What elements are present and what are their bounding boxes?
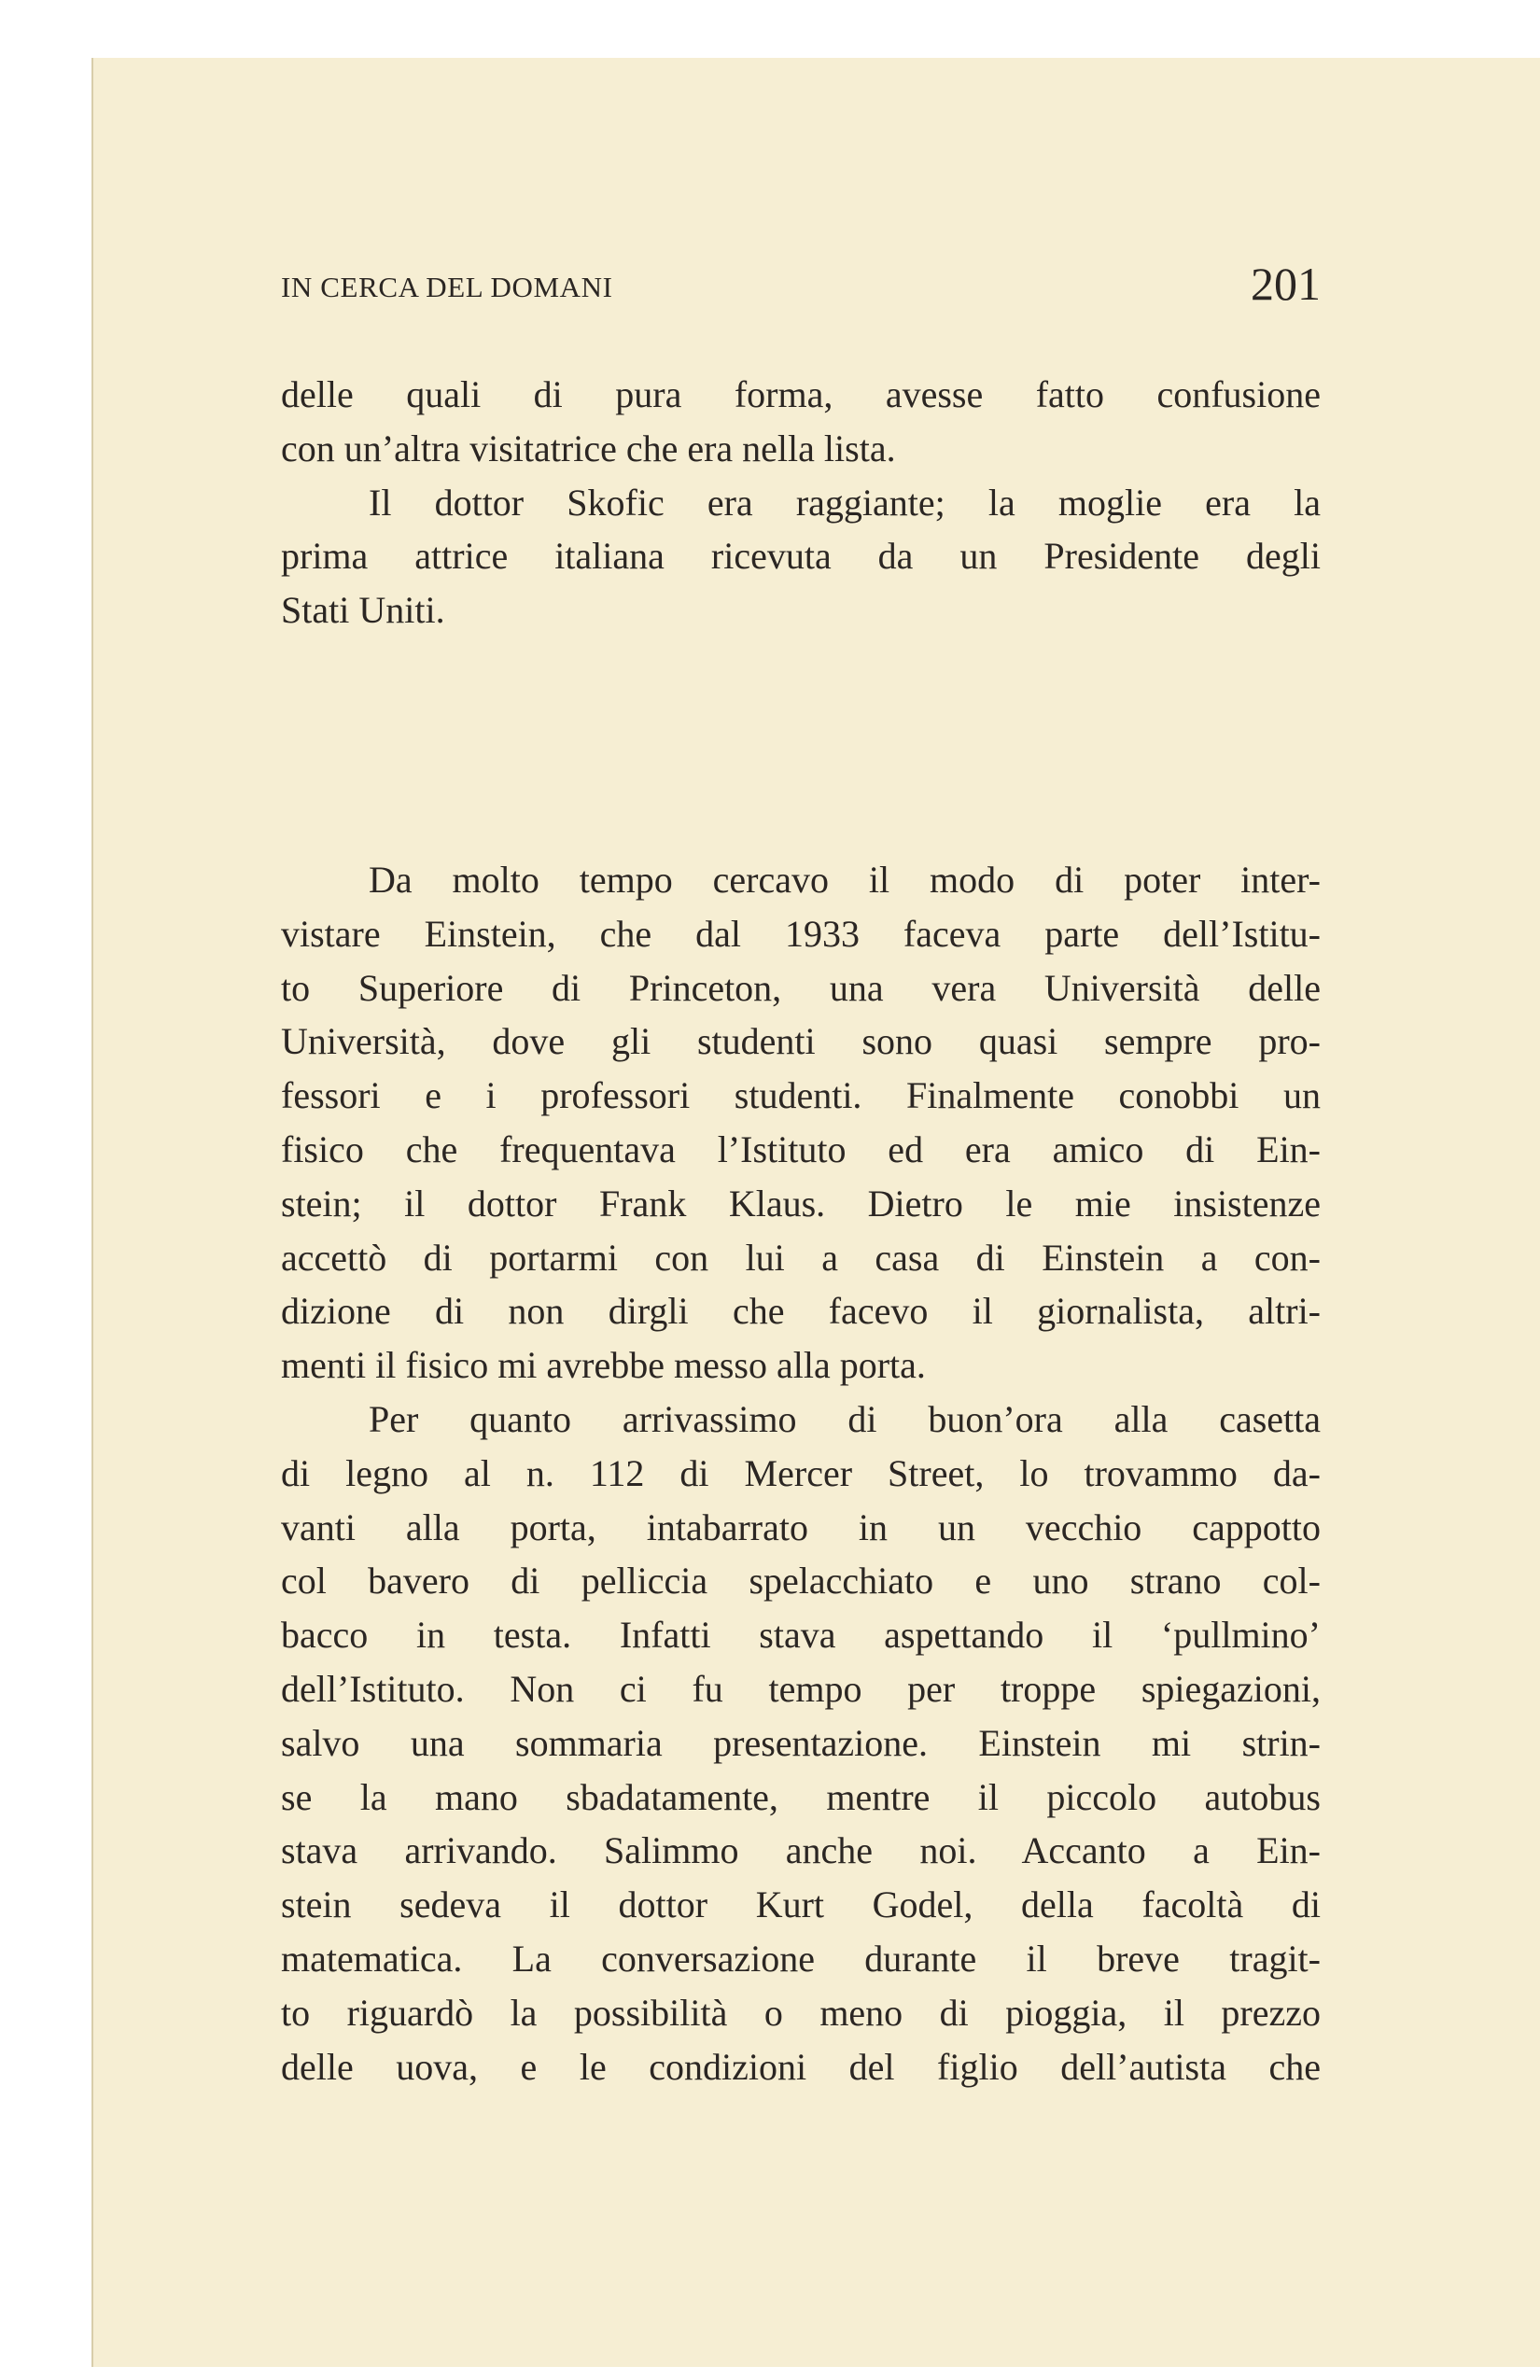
text-line: Stati Uniti. (281, 589, 445, 632)
text-line: prima attrice italiana ricevuta da un Presidente degli (281, 535, 1321, 578)
running-title: IN CERCA DEL DOMANI (281, 271, 613, 303)
text-line: dell’Istituto. Non ci fu tempo per troppe spiegazioni, (281, 1667, 1321, 1710)
text-line: stein sedeva il dottor Kurt Godel, della facoltà di (281, 1883, 1321, 1926)
text-block-top (281, 368, 1321, 637)
text-block-main (281, 853, 1321, 2093)
text-line: Il dottor Skofic era raggiante; la moglie era la (369, 481, 1321, 524)
page-number: 201 (1251, 258, 1321, 310)
paragraph (281, 853, 1321, 1393)
text-line: Per quanto arrivassimo di buon’ora alla casetta (369, 1397, 1321, 1440)
text-line: vistare Einstein, che dal 1933 faceva parte dell’Istitu- (281, 912, 1321, 955)
paragraph (281, 1393, 1321, 2093)
text-line: se la mano sbadatamente, mentre il piccolo autobus (281, 1775, 1321, 1818)
text-line: Da molto tempo cercavo il modo di poter inter- (369, 859, 1321, 901)
text-line: con un’altra visitatrice che era nella lista. (281, 427, 896, 469)
text-line: to riguardò la possibilità o meno di pioggia, il prezzo (281, 1991, 1321, 2034)
text-line: delle uova, e le condizioni del figlio dell’autista che (281, 2045, 1321, 2088)
paragraph (281, 368, 1321, 476)
text-line: salvo una sommaria presentazione. Einstein mi strin- (281, 1721, 1321, 1764)
text-line: Università, dove gli studenti sono quasi sempre pro- (281, 1020, 1321, 1063)
text-line: col bavero di pelliccia spelacchiato e uno strano col- (281, 1560, 1321, 1603)
paragraph (281, 476, 1321, 637)
text-line: stava arrivando. Salimmo anche noi. Accanto a Ein- (281, 1829, 1321, 1872)
text-line: delle quali di pura forma, avesse fatto confusione (281, 373, 1321, 415)
text-line: vanti alla porta, intabarrato in un vecchio cappotto (281, 1505, 1321, 1548)
text-line: matematica. La conversazione durante il breve tragit- (281, 1937, 1321, 1980)
text-line: fisico che frequentava l’Istituto ed era amico di Ein- (281, 1127, 1321, 1170)
text-line: to Superiore di Princeton, una vera Università delle (281, 966, 1321, 1009)
text-line: di legno al n. 112 di Mercer Street, lo trovammo da- (281, 1451, 1321, 1494)
text-line: accettò di portarmi con lui a casa di Einstein a con- (281, 1236, 1321, 1279)
text-line: stein; il dottor Frank Klaus. Dietro le mie insistenze (281, 1182, 1321, 1225)
text-line: bacco in testa. Infatti stava aspettando il ‘pullmino’ (281, 1614, 1321, 1657)
text-line: menti il fisico mi avrebbe messo alla porta. (281, 1344, 926, 1387)
text-line: dizione di non dirgli che facevo il giornalista, altri- (281, 1290, 1321, 1333)
text-line: fessori e i professori studenti. Finalmente conobbi un (281, 1074, 1321, 1117)
